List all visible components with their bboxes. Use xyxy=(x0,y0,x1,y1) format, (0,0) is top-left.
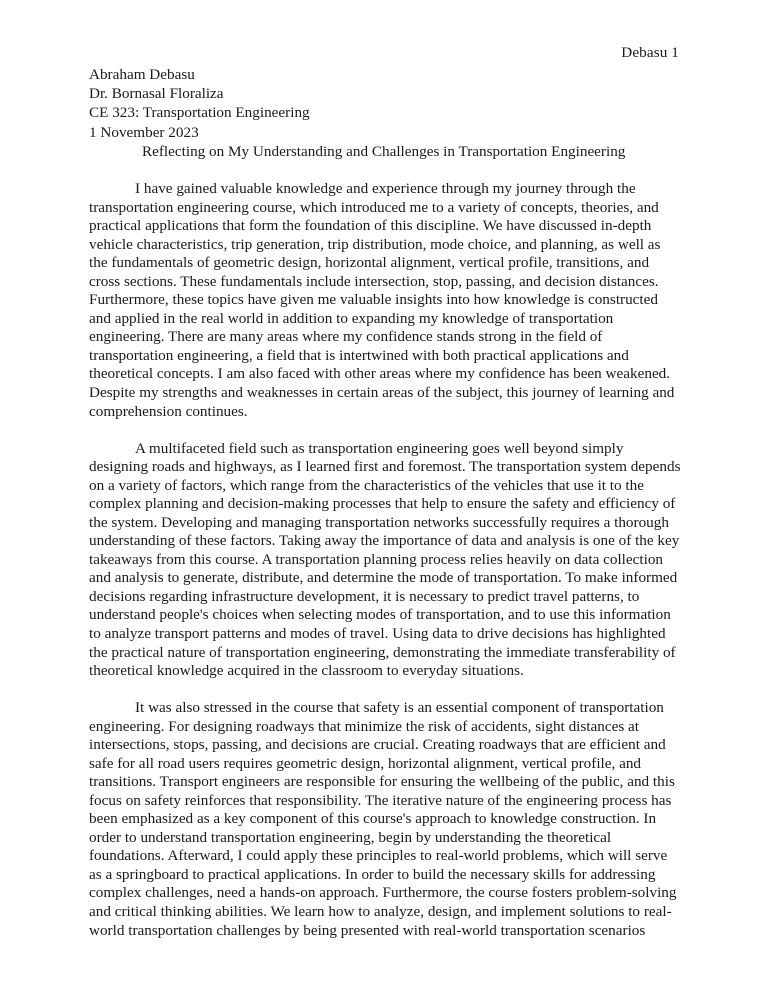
running-head: Debasu 1 xyxy=(621,44,679,61)
body-paragraph-1: I have gained valuable knowledge and experience through my journey through the transportation engineering course, which introduced me to a variety of concepts, theories, and practical applications that form the foundation of this discipline. We have discussed in-depth vehicle characteristics, trip generation, trip distribution, mode choice, and planning, as well as the fundamentals of geometric design, horizontal alignment, vertical profile, transitions, and cross sections. These fundamentals include intersection, stop, passing, and decision distances. Furthermore, these topics have given me valuable insights into how knowledge is constructed and applied in the real world in addition to expanding my knowledge of transportation engineering. There are many areas where my confidence stands strong in the field of transportation engineering, a field that is intertwined with both practical applications and theoretical concepts. I am also faced with other areas where my confidence has been weakened. Despite my strengths and weaknesses in certain areas of the subject, this journey of learning and comprehension continues. xyxy=(89,180,675,420)
spacer xyxy=(89,681,681,699)
spacer xyxy=(89,421,681,439)
heading-date: 1 November 2023 xyxy=(89,123,199,141)
document-body xyxy=(89,44,681,940)
heading-author: Abraham Debasu xyxy=(89,65,195,83)
body-paragraph-2: A multifaceted field such as transportation engineering goes well beyond simply designing roads and highways, as I learned first and foremost. The transportation system depends on a variety of factors, which range from the characteristics of the vehicles that use it to the complex planning and decision-making processes that help to ensure the safety and efficiency of the system. Developing and managing transportation networks successfully requires a thorough understanding of these factors. Taking away the importance of data and analysis is one of the key takeaways from this course. A transportation planning process relies heavily on data collection and analysis to generate, distribute, and determine the mode of transportation. To make informed decisions regarding infrastructure development, it is necessary to predict travel patterns, to understand people's choices when selecting modes of transportation, and to use this information to analyze transport patterns and modes of travel. Using data to drive decisions has highlighted the practical nature of transportation engineering, demonstrating the immediate transferability of theoretical knowledge acquired in the classroom to everyday situations. xyxy=(89,439,681,680)
mla-heading-block xyxy=(89,65,681,143)
heading-instructor: Dr. Bornasal Floraliza xyxy=(89,85,224,102)
spacer xyxy=(89,162,681,180)
body-paragraph-3: It was also stressed in the course that safety is an essential component of transportation engineering. For designing roadways that minimize the risk of accidents, sight distances at intersections, stops, passing, and decisions are crucial. Creating roadways that are efficient and safe for all road users requires geometric design, horizontal alignment, vertical profile, and transitions. Transport engineers are responsible for ensuring the wellbeing of the public, and this focus on safety reinforces that responsibility. The iterative nature of the engineering process has been emphasized as a key component of this course's approach to knowledge construction. In order to understand transportation engineering, begin by understanding the theoretical foundations. Afterward, I could apply these principles to real-world problems, which will serve as a springboard to practical applications. In order to build the necessary skills for addressing complex challenges, need a hands-on approach. Furthermore, the course fosters problem-solving and critical thinking abilities. We learn how to analyze, design, and implement solutions to real-world transportation challenges by being presented with real-world transportation scenarios xyxy=(89,699,677,939)
document-title: Reflecting on My Understanding and Challenges in Transportation Engineering xyxy=(142,143,626,161)
heading-course: CE 323: Transportation Engineering xyxy=(89,104,310,122)
